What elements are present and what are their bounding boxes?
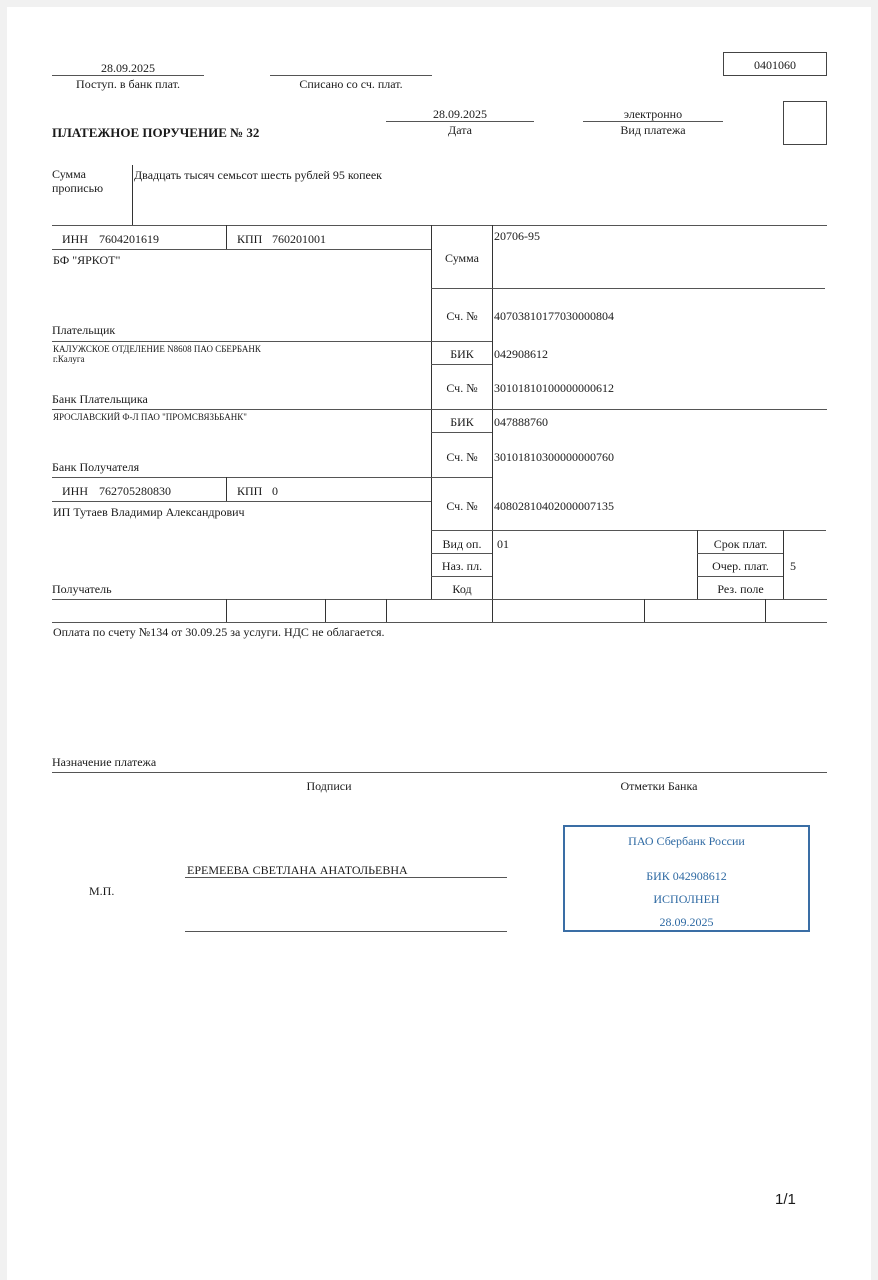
payer-kpp-label: КПП	[237, 232, 263, 246]
payer-bank-bik: 042908612	[494, 347, 548, 361]
stamp-status: ИСПОЛНЕН	[653, 892, 720, 906]
document-date: 28.09.2025	[433, 107, 487, 121]
divider	[431, 288, 825, 289]
reserve-label: Рез. поле	[717, 582, 764, 596]
payee-bank-label: Банк Получателя	[52, 460, 140, 474]
divider	[697, 576, 783, 577]
payee-kpp-label: КПП	[237, 484, 263, 498]
signer-1: ЕРЕМЕЕВА СВЕТЛАНА АНАТОЛЬЕВНА	[187, 863, 408, 877]
divider	[386, 121, 534, 122]
divider	[226, 225, 227, 249]
divider	[52, 599, 827, 600]
payee-label: Получатель	[52, 582, 112, 596]
stamp-bank-name: ПАО Сбербанк России	[628, 834, 745, 848]
purpose-code-label: Наз. пл.	[441, 559, 483, 573]
divider	[492, 225, 493, 622]
payment-type: электронно	[623, 107, 683, 121]
divider	[783, 530, 784, 599]
seal-label: М.П.	[89, 884, 115, 898]
payment-type-label: Вид платежа	[620, 123, 686, 137]
divider	[325, 599, 326, 622]
payee-kpp: 0	[272, 484, 278, 498]
divider	[52, 772, 827, 773]
date-label: Дата	[448, 123, 472, 137]
divider	[52, 622, 827, 623]
payee-inn-label: ИНН	[62, 484, 88, 498]
divider	[270, 75, 432, 76]
payee-bank-account-label: Сч. №	[446, 450, 478, 464]
divider	[431, 576, 492, 577]
payer-label: Плательщик	[52, 323, 116, 337]
payer-bank-account: 30101810100000000612	[494, 381, 614, 395]
divider	[52, 501, 431, 502]
divider	[52, 249, 431, 250]
op-type-label: Вид оп.	[442, 537, 482, 551]
payee-bank-bik-label: БИК	[450, 415, 474, 429]
page-indicator: 1/1	[775, 1191, 796, 1208]
bank-stamp	[563, 825, 810, 932]
status-box	[783, 101, 827, 145]
payee-account-label: Сч. №	[446, 499, 478, 513]
divider	[431, 553, 492, 554]
divider	[52, 477, 492, 478]
divider	[765, 599, 766, 622]
payee-name: ИП Тутаев Владимир Александрович	[53, 505, 245, 519]
payee-account: 40802810402000007135	[494, 499, 614, 513]
priority-value: 5	[790, 559, 796, 573]
payer-bank-account-label: Сч. №	[446, 381, 478, 395]
purpose-label: Назначение платежа	[52, 755, 157, 769]
payee-bank-bik: 047888760	[494, 415, 548, 429]
divider	[226, 599, 227, 622]
op-type-value: 01	[497, 537, 509, 551]
payer-name: БФ "ЯРКОТ"	[53, 253, 121, 267]
amount-words-label-2: прописью	[52, 181, 104, 195]
payee-bank-name: ЯРОСЛАВСКИЙ Ф-Л ПАО "ПРОМСВЯЗЬБАНК"	[53, 412, 247, 422]
payer-kpp: 760201001	[272, 232, 326, 246]
payee-bank-account: 30101810300000000760	[494, 450, 614, 464]
form-code: 0401060	[754, 58, 796, 72]
divider	[431, 364, 492, 365]
amount-words-label-1: Сумма	[52, 167, 86, 181]
divider	[431, 432, 492, 433]
received-label: Поступ. в банк плат.	[76, 77, 180, 91]
payer-bank-city: г.Калуга	[53, 354, 85, 364]
signatures-label: Подписи	[306, 779, 352, 793]
divider	[583, 121, 723, 122]
divider	[431, 530, 826, 531]
document-page	[7, 7, 871, 1280]
amount-label: Сумма	[445, 251, 479, 265]
divider	[52, 225, 827, 226]
code-label: Код	[452, 582, 472, 596]
divider	[644, 599, 645, 622]
signature-line	[185, 931, 507, 932]
stamp-date: 28.09.2025	[659, 915, 714, 929]
payer-bank-bik-label: БИК	[450, 347, 474, 361]
divider	[697, 553, 783, 554]
amount-words-value: Двадцать тысяч семьсот шесть рублей 95 копеек	[134, 168, 383, 182]
divider	[132, 165, 133, 225]
payer-bank-name: КАЛУЖСКОЕ ОТДЕЛЕНИЕ N8608 ПАО СБЕРБАНК	[53, 344, 261, 354]
page-title: ПЛАТЕЖНОЕ ПОРУЧЕНИЕ № 32	[52, 125, 260, 140]
signature-line	[185, 877, 507, 878]
divider	[52, 409, 827, 410]
stamp-bik: БИК 042908612	[646, 869, 727, 883]
divider	[52, 341, 492, 342]
amount-value: 20706-95	[494, 229, 540, 243]
debited-label: Списано со сч. плат.	[299, 77, 403, 91]
payer-account: 40703810177030000804	[494, 309, 614, 323]
payer-bank-label: Банк Плательщика	[52, 392, 148, 406]
bank-marks-label: Отметки Банка	[620, 779, 698, 793]
due-label: Срок плат.	[713, 537, 768, 551]
payee-inn: 762705280830	[99, 484, 171, 498]
payer-inn-label: ИНН	[62, 232, 88, 246]
payer-account-label: Сч. №	[446, 309, 478, 323]
received-date: 28.09.2025	[101, 61, 155, 75]
form-code-box	[723, 52, 827, 76]
payer-inn: 7604201619	[99, 232, 159, 246]
purpose-text: Оплата по счету №134 от 30.09.25 за услуги. НДС не облагается.	[53, 625, 385, 639]
priority-label: Очер. плат.	[712, 559, 769, 573]
divider	[386, 599, 387, 622]
divider	[226, 477, 227, 501]
divider	[52, 75, 204, 76]
